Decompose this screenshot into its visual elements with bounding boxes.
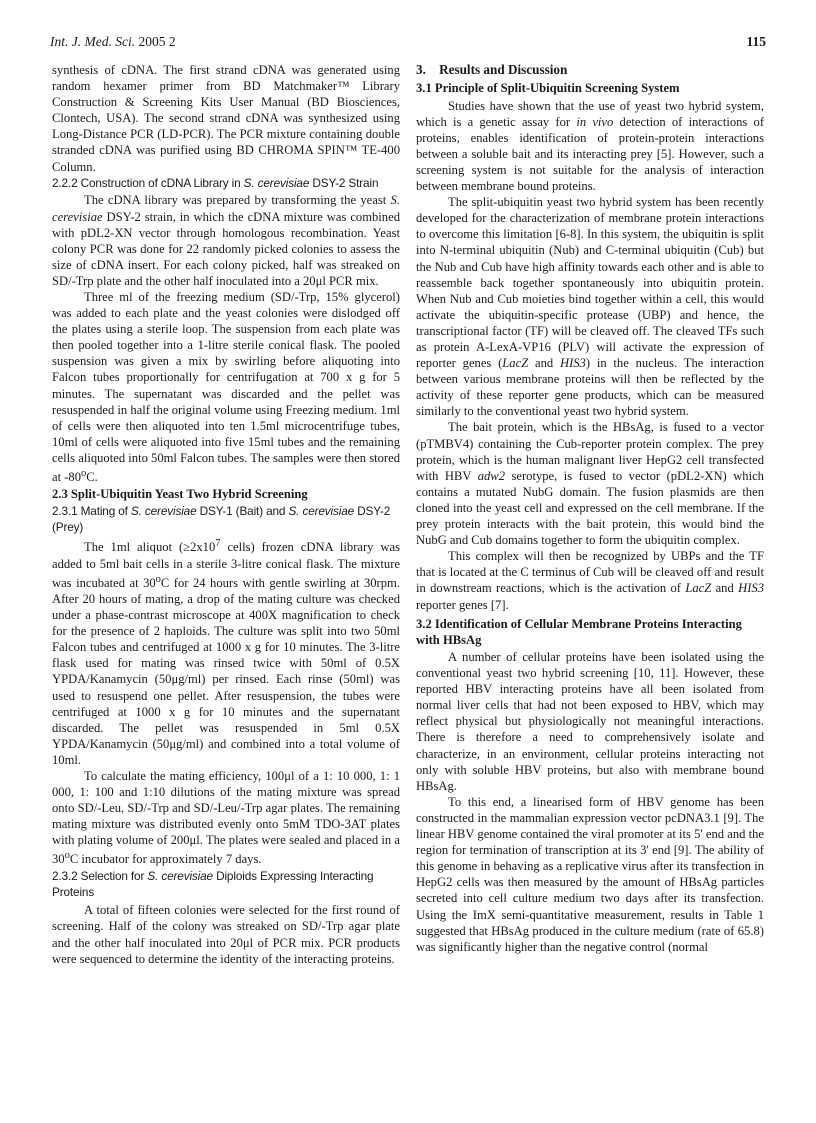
text-run: C.	[86, 470, 98, 485]
paragraph-cdna-synthesis: synthesis of cDNA. The first strand cDNA was generated using random hexamer primer from BD Matchmaker™ Library Construction & Screening Kits User Manual (BD Biosciences, Clontech, USA). The second strand cDNA was synthesized using Long-Distance PCR (LD-PCR). The PCR mixture containing double stranded cDNA was purified using BD CHROMA SPIN™ TE-400 Column.	[52, 63, 400, 174]
species-name: S. cerevisiae	[288, 503, 355, 518]
paragraph-complex-recognition	[416, 548, 764, 612]
text-run: DSY-2 strain, in which the cDNA mixture was combined with pDL2-XN vector through homologous recombination. Yeast colony PCR was done for 22 randomly picked colonies to assess the size of cDNA insert. For each colony picked, half was streaked on SD/-Trp plate and the other half inoculated into a 20μl PCR mix.	[52, 209, 400, 288]
page-number: 115	[746, 34, 766, 49]
gene-name: HIS3	[738, 581, 764, 596]
paragraph-split-ubiquitin	[416, 194, 764, 419]
paragraph-bait-protein	[416, 419, 764, 548]
serotype-name: adw2	[477, 468, 505, 483]
heading-text: DSY-2 (Prey)	[52, 503, 391, 534]
paragraph-cellular-proteins: A number of cellular proteins have been isolated using the conventional yeast two hybrid screening [10, 11]. However, these reported HBV interacting proteins have all been isolated from normal liver cells that had not been exposed to HBV, which may reflect physical but physiologically not meaningful interactions. There is therefore a need to comprehensively isolate and characterize, in an environment, cellular proteins interacting not only with soluble HBV proteins, but also with membrane bound HBsAg.	[416, 650, 764, 793]
text-run: cells) frozen cDNA library was added to 5ml bait cells in a sterile 3-litre conical flask. The mixture was incubated at 30	[52, 540, 400, 590]
left-column	[52, 62, 400, 967]
gene-name: LacZ	[502, 356, 529, 371]
superscript: o	[81, 468, 87, 480]
text-run: This complex will then be recognized by UBPs and the TF that is located at the C terminus of Cub will be cleaved off and result in downstream reactions, which is the activation of	[416, 549, 764, 596]
species-name: S. cerevisiae	[243, 175, 310, 190]
text-run: ) in the nucleus. The interaction between various membrane proteins will then be reflected by the activity of these reporter gene products, which can be measured similarly to the conventional yeast two hybrid system.	[416, 356, 764, 419]
paragraph-colony-selection: A total of fifteen colonies were selected for the first round of screening. Half of the colony was streaked on SD/-Trp agar plate and the other half inoculated into 20μl of PCR mix. PCR products were sequenced to determine the identity of the interacting proteins.	[52, 903, 400, 966]
heading-text: 2.3.1 Mating of	[52, 503, 131, 518]
heading-text: DSY-1 (Bait) and	[196, 503, 289, 518]
text-run: detection of interactions of proteins, enables identification of protein-protein interactions between a soluble bait and its interacting prey [5]. However, such a screening system is not suitable for the analysis of interaction between membrane bound proteins.	[416, 114, 765, 194]
text-run: To calculate the mating efficiency, 100μl of a 1: 10 000, 1: 1 000, 1: 100 and 1:10 dilutions of the mating mixture was spread onto SD/-Leu, SD/-Trp and SD/-Leu/-Trp agar plates. The remaining mating mixture was distributed evenly onto 5mM TDO-3AT plates with plating volume of 200μl. The plates were sealed and placed in a 30	[52, 769, 400, 867]
heading-text: 2.3.2 Selection for	[52, 868, 148, 883]
superscript: o	[64, 850, 70, 862]
gene-name: LacZ	[685, 581, 712, 596]
heading-3-results: 3. Results and Discussion	[416, 62, 568, 77]
heading-2-3-1	[52, 504, 400, 536]
text-run: reporter genes [7].	[416, 597, 509, 612]
paragraph-mating	[52, 536, 400, 768]
text-run: Three ml of the freezing medium (SD/-Trp, 15% glycerol) was added to each plate and the yeast colonies were dislodged off the plates using a sterile loop. The suspension from each plate was then pooled together into a 1-litre sterile conical flask. The pooled suspension was given a mix by swirling before aliquoting into Falcon tubes proportionally for centrifugation at 700 x g for 5 minutes. The supernatant was discarded and the pellet was resuspended in half the original volume using Freezing medium. 1ml of cells were then aliquoted into ten 1.5ml microcentrifuge tubes, 10ml of cells were aliquoted into five 15ml tubes and the remaining cells aliquoted into 50ml Falcon tubes. The samples were then stored at -80	[52, 290, 400, 485]
text-run: The cDNA library was prepared by transforming the yeast	[84, 193, 391, 208]
paragraph-mating-efficiency	[52, 768, 400, 868]
right-column	[416, 62, 764, 955]
paragraph-yeast-two-hybrid	[416, 98, 764, 195]
superscript: o	[155, 573, 161, 585]
paragraph-freezing-medium	[52, 289, 400, 485]
text-run: C for 24 hours with gentle swirling at 30rpm. After 20 hours of mating, a drop of the mating culture was checked under a phase-contrast microscope at 400X magnification to check for the presence of 2 haploids. The culture was split into two 50ml Falcon tubes and centrifuged at 1000 x g for 10 minutes. The 3-litre flask used for mating was rinsed twice with 50ml of 0.5X YPDA/Kanamycin (50μg/ml) per rinsed. Each rinse (50ml) was used to resuspend one pellet. After resuspension, the tubes were centrifuged at 1000 x g for 10 minutes and the supernatant discarded. The pellet was resuspended in 5ml 0.5X YPDA/Kanamycin (50μg/ml) and combined into a total volume of 10ml.	[52, 575, 400, 767]
journal-name	[50, 34, 176, 50]
text-run: C incubator for approximately 7 days.	[69, 852, 262, 867]
journal-year-volume: 2005 2	[135, 34, 176, 49]
paragraph-library-prep	[52, 192, 400, 289]
superscript: 7	[215, 538, 221, 550]
species-name: S. cerevisiae	[147, 868, 213, 883]
heading-text: 2.2.2 Construction of cDNA Library in	[52, 175, 244, 190]
journal-title: Int. J. Med. Sci.	[50, 34, 136, 49]
gene-name: HIS3	[559, 356, 586, 371]
heading-2-3-2	[52, 869, 400, 901]
species-name: S. cerevisiae	[130, 503, 197, 518]
text-run: and	[528, 356, 560, 371]
heading-3-2: 3.2 Identification of Cellular Membrane Proteins Interacting with HBsAg	[416, 616, 742, 647]
heading-text: Diploids Expressing Interacting Proteins	[52, 868, 374, 899]
paragraph-linear-hbv-genome: To this end, a linearised form of HBV genome has been constructed in the mammalian expression vector pcDNA3.1 [9]. The linear HBV genome contained the viral promoter at its 5' end and the region for termination of transcription at its 3' end [9]. The ability of this genome in behaving as a replicative virus after its transfection in HepG2 cells was then measured by the amount of HBsAg particles secreted into cell culture medium two days after its transfection. Using the ImX semi-quantitative measurement, results in Table 1 suggested that HBsAg produced in the culture medium (rate of 65.8) was significantly higher than the negative control (normal	[416, 794, 764, 954]
italic-term: in vivo	[576, 114, 614, 129]
species-name: S. cerevisiae	[52, 193, 400, 224]
heading-2-2-2	[52, 176, 400, 192]
text-run: serotype, is fused to vector (pDL2-XN) which contains a mutated NubG domain. The fusion plasmids are then cloned into the yeast cell and expressed on the cell membrane. If the prey protein interacts with the bait protein, this would bind the NubG and Cub domains together to form the ubiquitin complex.	[416, 468, 764, 548]
text-run: The split-ubiquitin yeast two hybrid system has been recently developed for the characterization of membrane protein interactions to overcome this limitation [6-8]. In this system, the ubiquitin is split into N-terminal ubiquitin (Nub) and C-terminal ubiquitin (Cub) but the Nub and Cub have high affinity towards each other and is able to reassemble back together spontaneously into ubiquitin protein. When Nub and Cub moieties bind together within a cell, this would activate the ubiquitin-specific protease (UBP) and hence, the transcriptional factor (TF) will be cleaved off. The cleaved TFs such as protein A-LexA-VP16 (PLV) will activate the expression of reporter genes (	[416, 195, 764, 371]
text-run: The bait protein, which is the HBsAg, is fused to a vector (pTMBV4) containing the Cub-reporter protein complex. The prey protein, which is the human malignant liver HepG2 cell transfected with HBV	[416, 420, 764, 483]
heading-2-3: 2.3 Split-Ubiquitin Yeast Two Hybrid Screening	[52, 487, 308, 502]
text-run: Studies have shown that the use of yeast two hybrid system, which is a genetic assay for	[416, 98, 764, 129]
text-run: and	[711, 581, 739, 596]
text-run: The 1ml aliquot (≥2x10	[84, 540, 216, 555]
heading-3-1: 3.1 Principle of Split-Ubiquitin Screening System	[416, 81, 680, 96]
running-header	[50, 34, 766, 52]
heading-text: DSY-2 Strain	[309, 175, 379, 190]
